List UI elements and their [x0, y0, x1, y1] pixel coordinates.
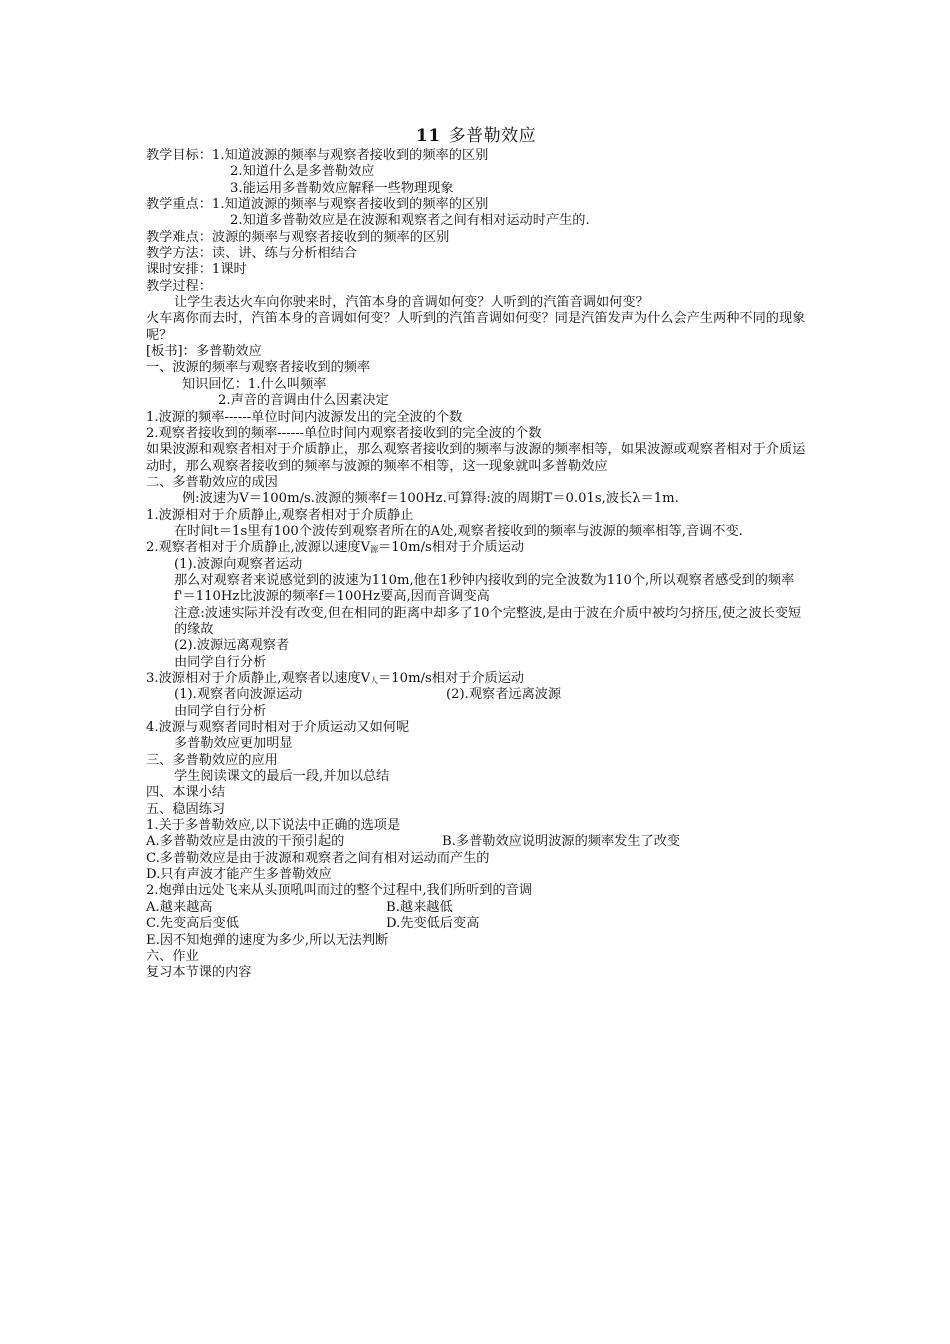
question-2: 2.炮弹由远处飞来从头顶吼叫而过的整个过程中,我们所听到的音调 — [146, 883, 533, 899]
teaching-key-1: 教学重点：1.知道波源的频率与观察者接收到的频率的区别 — [146, 197, 489, 213]
section-1-heading: 一、波源的频率与观察者接收到的频率 — [146, 360, 371, 376]
lesson-title: 多普勒效应 — [448, 126, 537, 146]
question-1-option-a: A.多普勒效应是由波的干预引起的 — [146, 834, 345, 850]
teaching-goal-2: 2.知道什么是多普勒效应 — [230, 164, 375, 180]
question-1: 1.关于多普勒效应,以下说法中正确的选项是 — [146, 818, 401, 834]
recall-2: 2.声音的音调由什么因素决定 — [218, 393, 389, 409]
intro-question-1: 让学生表达火车向你驶来时，汽笛本身的音调如何变？人听到的汽笛音调如何变？ — [174, 295, 649, 311]
recall-1: 知识回忆：1.什么叫频率 — [182, 376, 327, 392]
question-2-options-cd — [146, 916, 806, 932]
case-3-sub-1: (1).观察者向波源运动 — [174, 687, 303, 703]
section-2-heading: 二、多普勒效应的成因 — [146, 474, 278, 490]
intro-question-2: 火车离你而去时，汽笛本身的音调如何变？人听到的汽笛音调如何变？同是汽笛发声为什么会产生两种不同的现象呢？ — [146, 311, 806, 343]
homework: 复习本节课的内容 — [146, 965, 252, 981]
class-schedule: 课时安排：1课时 — [146, 262, 247, 278]
section-4-heading: 四、本课小结 — [146, 785, 226, 801]
definition-source-frequency: 1.波源的频率------单位时间内波源发出的完全波的个数 — [146, 409, 463, 425]
question-1-options-ab — [146, 834, 806, 850]
question-2-option-c: C.先变高后变低 — [146, 916, 239, 932]
teaching-goal-3: 3.能运用多普勒效应解释一些物理现象 — [230, 180, 454, 196]
case-1: 1.波源相对于介质静止,观察者相对于介质静止 — [146, 507, 414, 523]
case-2-text-end: ＝10m/s相对于介质运动 — [378, 540, 525, 556]
case-3-sub-2: (2).观察者远离波源 — [446, 687, 562, 703]
case-3-options — [146, 687, 806, 703]
question-2-option-d: D.先变低后变高 — [386, 916, 480, 932]
section-3-detail: 学生阅读课文的最后一段,并加以总结 — [174, 769, 390, 785]
case-2-sub-2: (2).波源远离观察者 — [174, 638, 290, 654]
case-3 — [146, 671, 806, 687]
case-3-text: 3.波源相对于介质静止,观察者以速度V — [146, 671, 371, 686]
question-1-option-d: D.只有声波才能产生多普勒效应 — [146, 867, 332, 883]
question-1-option-c: C.多普勒效应是由于波源和观察者之间有相对运动而产生的 — [146, 850, 490, 866]
question-2-options-ab — [146, 900, 806, 916]
teaching-method: 教学方法：读、讲、练与分析相结合 — [146, 246, 357, 262]
case-2-note: 注意:波速实际并没有改变,但在相同的距离中却多了10个完整波,是由于波在介质中被均匀挤压,使之波长变短的缘故 — [174, 605, 802, 637]
case-2-text: 2.观察者相对于介质静止,波源以速度V — [146, 540, 371, 556]
case-4-detail: 多普勒效应更加明显 — [174, 736, 293, 752]
teaching-difficulty: 教学难点：波源的频率与观察者接收到的频率的区别 — [146, 229, 450, 245]
case-2 — [146, 540, 806, 556]
question-2-option-b: B.越来越低 — [386, 899, 453, 915]
case-2-analysis: 由同学自行分析 — [174, 654, 267, 670]
definition-observer-frequency: 2.观察者接收到的频率------单位时间内观察者接收到的完全波的个数 — [146, 425, 542, 441]
case-2-sub-1: (1).波源向观察者运动 — [174, 556, 303, 572]
question-1-option-b: B.多普勒效应说明波源的频率发生了改变 — [442, 834, 681, 850]
case-4: 4.波源与观察者同时相对于介质运动又如何呢 — [146, 720, 410, 736]
teaching-goal-1: 教学目标：1.知道波源的频率与观察者接收到的频率的区别 — [146, 148, 489, 163]
document-title — [146, 124, 806, 148]
case-3-analysis: 由同学自行分析 — [174, 703, 267, 719]
definition-doppler-effect: 如果波源和观察者相对于介质静止，那么观察者接收到的频率与波源的频率相等，如果波源或观察者相对于介质运动时，那么观察者接收到的频率与波源的频率不相等，这一现象就叫多普勒效应 — [146, 442, 806, 474]
question-2-option-e: E.因不知炮弹的速度为多少,所以无法判断 — [146, 932, 389, 948]
case-2-subscript: 源 — [370, 545, 379, 555]
section-3-heading: 三、多普勒效应的应用 — [146, 752, 278, 768]
section-6-heading: 六、作业 — [146, 948, 199, 964]
document-body — [146, 124, 806, 982]
case-3-text-end: ＝10m/s相对于介质运动 — [378, 671, 525, 686]
board-heading: [板书]：多普勒效应 — [146, 344, 262, 360]
case-3-subscript: 人 — [370, 676, 379, 685]
teaching-key-2: 2.知道多普勒效应是在波源和观察者之间有相对运动时产生的. — [230, 213, 590, 229]
section-5-heading: 五、稳固练习 — [146, 801, 226, 817]
lesson-number: 11 — [415, 126, 441, 146]
example-text: 例:波速为V＝100m/s.波源的频率f＝100Hz.可算得:波的周期T＝0.01s,波长λ＝1m. — [182, 491, 679, 507]
question-2-option-a: A.越来越高 — [146, 899, 213, 915]
teaching-process: 教学过程： — [146, 278, 212, 294]
case-1-detail: 在时间t＝1s里有100个波传到观察者所在的A处,观察者接收到的频率与波源的频率相等,音调不变. — [174, 523, 743, 539]
case-2-explanation: 那么对观察者来说感觉到的波速为110m,他在1秒钟内接收到的完全波数为110个,所以观察者感受到的频率f'＝110Hz比波源的频率f＝100Hz要高,因而音调变高 — [174, 572, 795, 605]
